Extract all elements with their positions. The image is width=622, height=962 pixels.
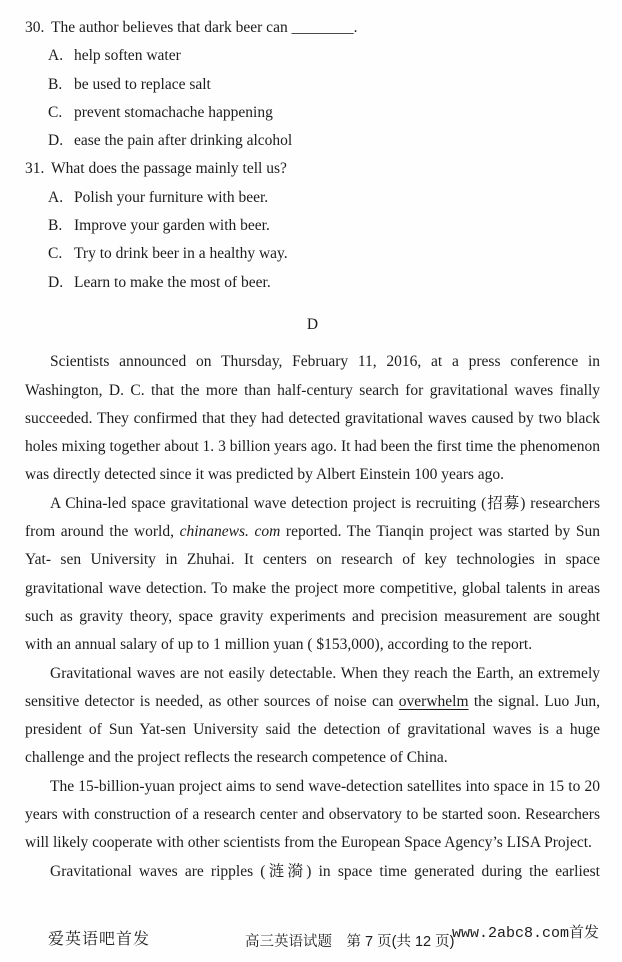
option-letter: D. bbox=[48, 273, 64, 291]
passage-segment: A China-led space gravitational wave detection project is recruiting (招募) researchers from around the world, bbox=[25, 494, 600, 541]
passage-section-label: D bbox=[306, 315, 319, 333]
passage-segment: The 15-billion-yuan project aims to send wave-detection satellites into space in 15 to 20 years with construction of a research center and observatory to be started soon. Researchers will likely cooperate with other scientists from the European Space Agency’s LISA Project. bbox=[25, 777, 600, 852]
footer-page-info: 高三英语试题 第 7 页(共 12 页) bbox=[245, 934, 455, 950]
option-row bbox=[25, 269, 600, 297]
option-letter: C. bbox=[48, 245, 63, 263]
question-30 bbox=[25, 14, 600, 155]
passage-segment-source-italic: chinanews. com bbox=[179, 523, 281, 541]
option-text: be used to replace salt bbox=[74, 75, 211, 93]
question-stem bbox=[25, 14, 600, 42]
option-text: Improve your garden with beer. bbox=[74, 217, 270, 235]
question-stem-text: The author believes that dark beer can ________. bbox=[51, 19, 358, 36]
question-number: 30. bbox=[25, 19, 45, 36]
option-row bbox=[25, 127, 600, 155]
option-letter: B. bbox=[48, 75, 63, 93]
option-text: Polish your furniture with beer. bbox=[74, 188, 269, 206]
passage-paragraph bbox=[25, 490, 600, 660]
option-letter: A. bbox=[48, 47, 64, 65]
option-text: Try to drink beer in a healthy way. bbox=[74, 245, 288, 263]
option-row bbox=[25, 212, 600, 240]
option-letter: D. bbox=[48, 132, 64, 150]
option-text: prevent stomachache happening bbox=[74, 103, 273, 121]
option-row bbox=[25, 240, 600, 268]
passage-paragraph bbox=[25, 660, 600, 773]
passage-segment: Scientists announced on Thursday, February 11, 2016, at a press conference in Washington, D. C. that the more than half-century search for gravitational waves finally succeeded. They confirmed that they had detected gravitational waves caused by two black holes mixing together about 1. 3 billion years ago. It had been the first time the phenomenon was directly detected since it was predicted by Albert Einstein 100 years ago. bbox=[25, 353, 600, 484]
option-letter: B. bbox=[48, 217, 63, 235]
footer-watermark-left: 爱英语吧首发 bbox=[48, 931, 151, 948]
question-number: 31. bbox=[25, 160, 45, 178]
option-text: ease the pain after drinking alcohol bbox=[74, 132, 293, 150]
question-stem-text: What does the passage mainly tell us? bbox=[51, 160, 287, 178]
option-row bbox=[25, 42, 600, 70]
passage-segment: Gravitational waves are ripples (涟漪) in space time generated during the earliest bbox=[50, 862, 600, 880]
page-content bbox=[25, 14, 600, 886]
passage-segment: Gravitational waves are not easily detectable. When they reach the Earth, an extremely sensitive detector is needed, as other sources of noise can bbox=[25, 664, 600, 710]
footer-watermark-right: www.2abc8.com首发 bbox=[452, 925, 600, 942]
passage-segment: the signal. Luo Jun, president of Sun Yat-sen University said the detection of gravitational waves is a huge challenge and the project reflects the research competence of China. bbox=[25, 692, 600, 767]
option-text: Learn to make the most of beer. bbox=[74, 273, 271, 291]
option-row bbox=[25, 184, 600, 212]
passage-segment: reported. The Tianqin project was started by Sun Yat- sen University in Zhuhai. It centers on research of key technologies in space gravitational wave detection. To make the project more competitive, global talents in areas such as gravity theory, space gravity experiments and precision measurement are sought with an annual salary of up to 1 million yuan ( $153,000), according to the report. bbox=[25, 523, 600, 654]
question-31 bbox=[25, 155, 600, 296]
question-stem bbox=[25, 155, 600, 183]
option-text: help soften water bbox=[74, 47, 181, 65]
passage-paragraph bbox=[25, 858, 600, 886]
option-letter: C. bbox=[48, 103, 63, 121]
passage-segment-underlined-word: overwhelm bbox=[398, 692, 469, 710]
option-letter: A. bbox=[48, 188, 64, 206]
option-row bbox=[25, 71, 600, 99]
option-row bbox=[25, 99, 600, 127]
reading-passage bbox=[25, 348, 600, 886]
passage-paragraph bbox=[25, 773, 600, 858]
passage-paragraph bbox=[25, 348, 600, 489]
